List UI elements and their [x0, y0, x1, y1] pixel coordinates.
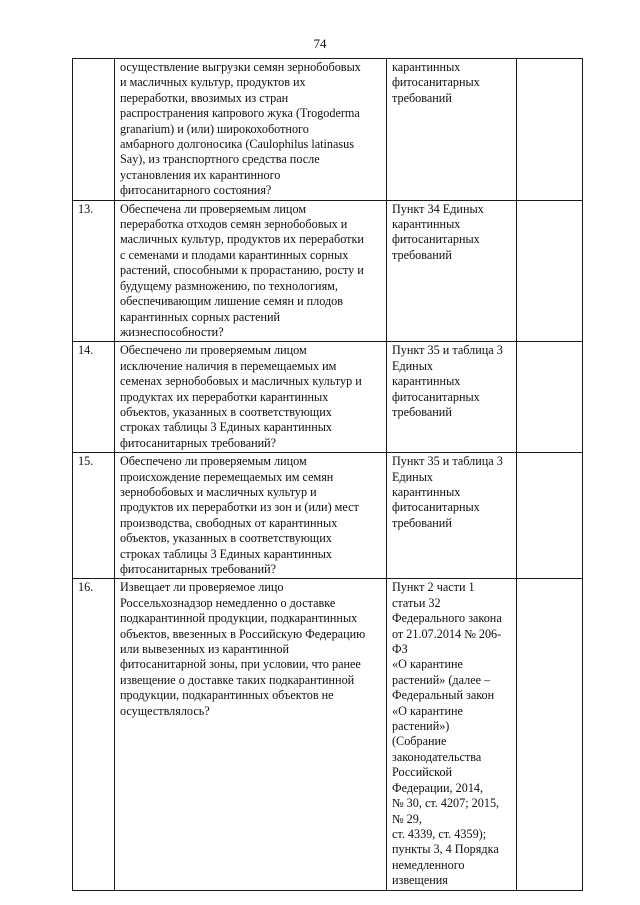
row-number: 13.: [73, 200, 115, 342]
table-row: [73, 342, 583, 453]
row-question: Обеспечено ли проверяемым лицом происхождение перемещаемых им семян зернобобовых и масличных культур и продуктов их переработки из зон и (или) мест производства, свободных от карантинных объектов, указанных в соответствующих строках таблицы 3 Единых карантинных фитосанитарных требований?: [115, 453, 387, 579]
row-note: [517, 59, 583, 201]
table-row: [73, 453, 583, 579]
table-row: [73, 579, 583, 890]
row-reference: Пункт 35 и таблица 3 Единых карантинных фитосанитарных требований: [387, 342, 517, 453]
checklist-table: [72, 58, 583, 891]
page-number: 74: [313, 36, 327, 51]
row-reference: Пункт 2 части 1 статьи 32 Федерального закона от 21.07.2014 № 206- ФЗ «О карантине растений» (далее – Федеральный закон «О карантине растений») (Собрание законодательства Российской Федерации, 2014, № 30, ст. 4207; 2015, № 29, ст. 4339, ст. 4359); пункты 3, 4 Порядка немедленного извещения: [387, 579, 517, 890]
row-number: 16.: [73, 579, 115, 890]
row-question: Обеспечено ли проверяемым лицом исключение наличия в перемещаемых им семенах зернобобовых и масличных культур и продуктах их переработки карантинных объектов, указанных в соответствующих строках таблицы 3 Единых карантинных фитосанитарных требований?: [115, 342, 387, 453]
row-question: Обеспечена ли проверяемым лицом переработка отходов семян зернобобовых и масличных культур, продуктов их переработки с семенами и плодами карантинных сорных растений, способными к прорастанию, росту и будущему размножению, по технологиям, обеспечивающим лишение семян и плодов карантинных сорных растений жизнеспособности?: [115, 200, 387, 342]
row-question: Извещает ли проверяемое лицо Россельхознадзор немедленно о доставке подкарантинной продукции, подкарантинных объектов, ввезенных в Российскую Федерацию или вывезенных из карантинной фитосанитарной зоны, при условии, что ранее извещение о доставке таких подкарантинной продукции, подкарантинных объектов не осуществлялось?: [115, 579, 387, 890]
table-row: [73, 59, 583, 201]
row-reference: карантинных фитосанитарных требований: [387, 59, 517, 201]
row-note: [517, 453, 583, 579]
row-note: [517, 200, 583, 342]
row-reference: Пункт 34 Единых карантинных фитосанитарных требований: [387, 200, 517, 342]
row-question: осуществление выгрузки семян зернобобовых и масличных культур, продуктов их переработки, ввозимых из стран распространения капрового жука (Trogoderma granarium) и (или) широкохоботного амбарного долгоносика (Caulophilus latinasus Say), из транспортного средства после установления их карантинного фитосанитарного состояния?: [115, 59, 387, 201]
row-number: 15.: [73, 453, 115, 579]
row-reference: Пункт 35 и таблица 3 Единых карантинных фитосанитарных требований: [387, 453, 517, 579]
row-number: 14.: [73, 342, 115, 453]
table-row: [73, 200, 583, 342]
row-note: [517, 342, 583, 453]
row-note: [517, 579, 583, 890]
row-number: [73, 59, 115, 201]
